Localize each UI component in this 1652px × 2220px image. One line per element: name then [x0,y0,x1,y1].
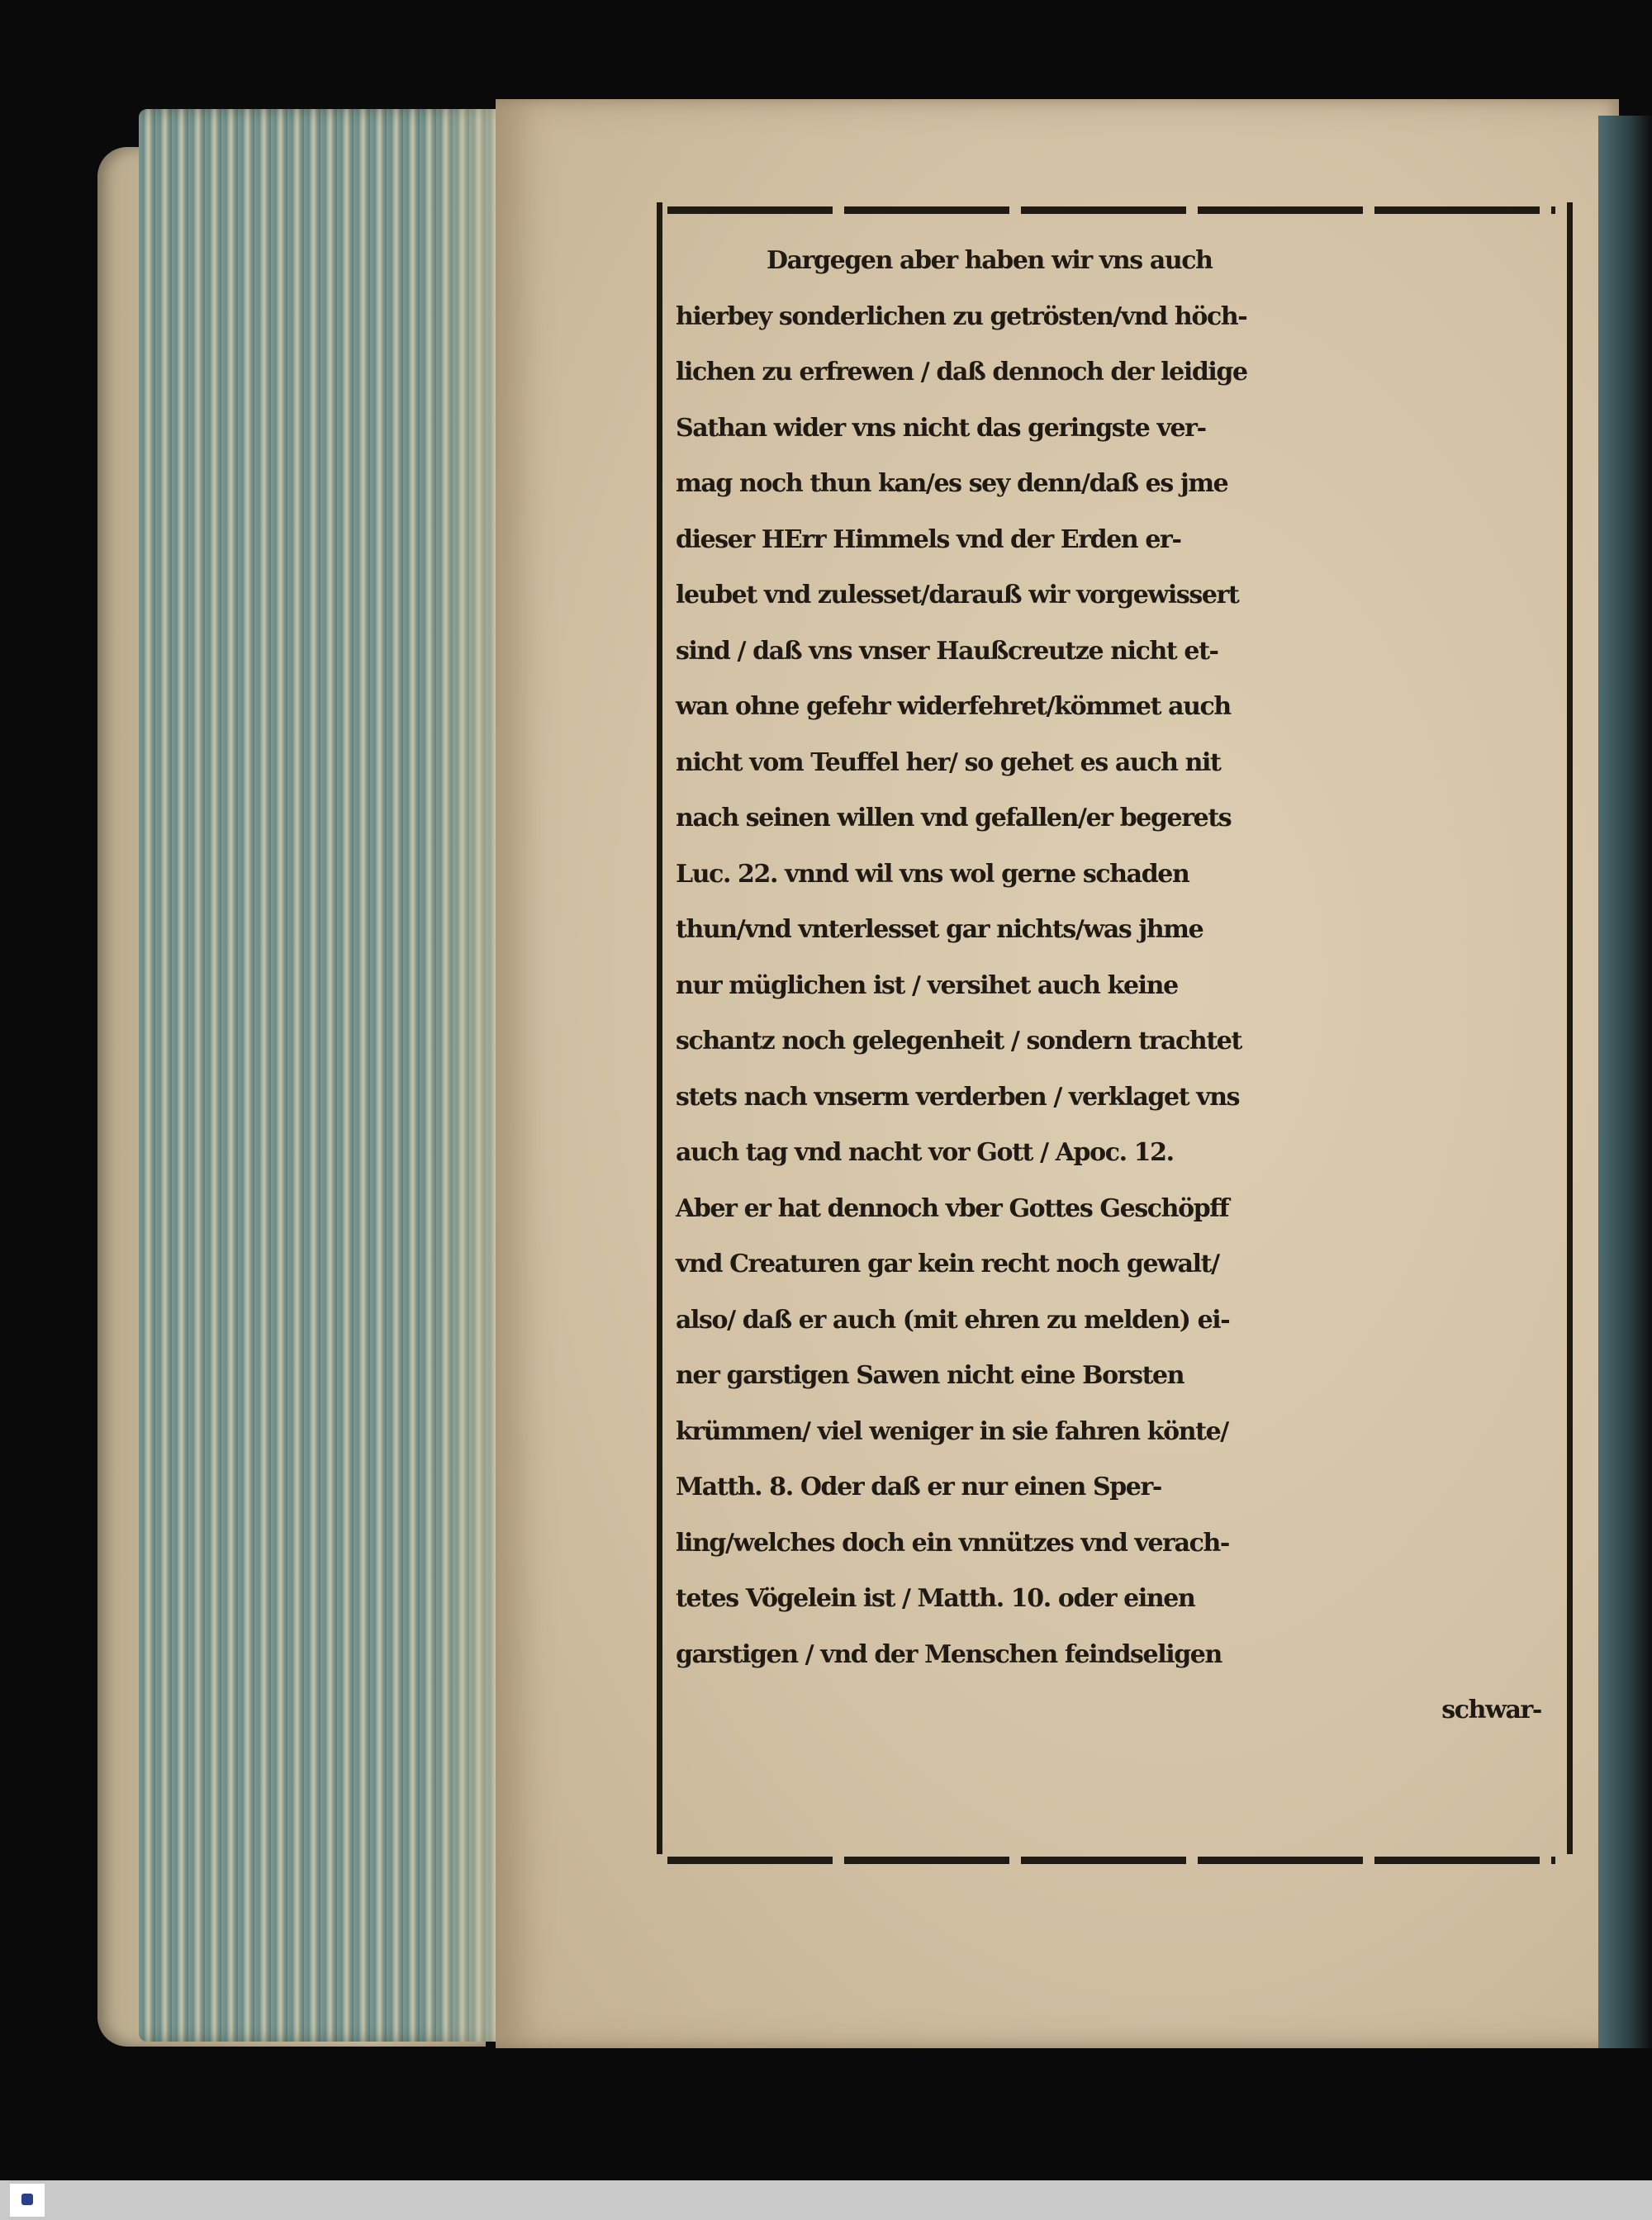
text-line: nur müglichen ist / versihet auch keine [676,970,1178,1000]
text-line: nicht vom Teuffel her/ so gehet es auch nit [676,747,1221,777]
text-line: vnd Creaturen gar kein recht noch gewalt/ [676,1250,1219,1278]
text-line: lichen zu erfrewen / daß dennoch der leidige [676,358,1247,387]
text-line: nach seinen willen vnd gefallen/er begerets [676,804,1232,832]
text-line: schantz noch gelegenheit / sondern trachtet [676,1027,1241,1055]
text-line: ner garstigen Sawen nicht eine Borsten [676,1361,1184,1390]
text-line: Matth. 8. Oder daß er nur einen Sper- [676,1473,1161,1501]
text-line: garstigen / vnd der Menschen feindseligen [676,1639,1222,1669]
text-line: krümmen/ viel weniger in sie fahren könte/ [676,1416,1228,1446]
text-line: Sathan wider vns nicht das geringste ver- [676,413,1206,443]
text-line: hierbey sonderlichen zu getrösten/vnd höch- [676,301,1247,331]
bottom-rule [667,1857,1555,1864]
right-gutter [1598,116,1652,2048]
page-text [676,233,1551,1739]
logo-mark [21,2194,33,2205]
text-line: also/ daß er auch (mit ehren zu melden) ei- [676,1305,1230,1335]
catchword: schwar- [1441,1696,1541,1724]
text-line: thun/vnd vnterlesset gar nichts/was jhme [676,915,1203,944]
viewer-footer-bar [0,2180,1652,2220]
text-line: tetes Vögelein ist / Matth. 10. oder einen [676,1584,1195,1613]
text-line: stets nach vnserm verderben / verklaget vns [676,1082,1240,1112]
page-block-edges [139,109,527,2042]
text-line: ling/welches doch ein vnnützes vnd verach- [676,1528,1229,1558]
library-logo-icon[interactable] [10,2184,45,2217]
text-line: wan ohne gefehr widerfehret/kömmet auch [676,692,1231,721]
text-line: Aber er hat dennoch vber Gottes Geschöpff [676,1193,1229,1223]
text-line: Dargegen aber haben wir vns auch [767,246,1213,275]
text-line: mag noch thun kan/es sey denn/daß es jme [676,469,1228,498]
text-line: leubet vnd zulesset/darauß wir vorgewissert [676,581,1239,610]
text-line: auch tag vnd nacht vor Gott / Apoc. 12. [676,1138,1174,1167]
top-rule [667,206,1555,214]
text-line: Luc. 22. vnnd wil vns wol gerne schaden [676,859,1189,889]
text-line: sind / daß vns vnser Haußcreutze nicht et- [676,636,1218,666]
text-line: dieser HErr Himmels vnd der Erden er- [676,524,1181,554]
